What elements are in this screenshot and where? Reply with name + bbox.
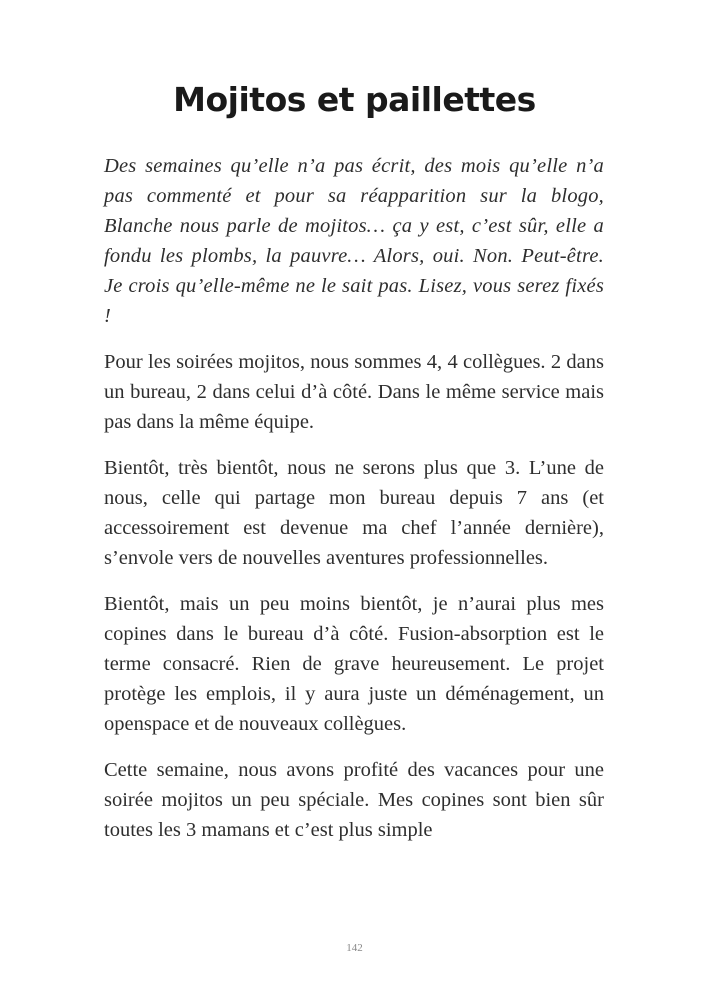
body-paragraph-3: Bientôt, mais un peu moins bientôt, je n’aurai plus mes copines dans le bureau d’à côté. Fusion-absorption est le terme consacré. Rien de grave heureusement. Le projet protège les emplois, il y aura juste un déménagement, un openspace et de nouveaux collègues. — [104, 593, 604, 735]
chapter-body — [104, 151, 604, 861]
body-paragraph-2: Bientôt, très bientôt, nous ne serons plus que 3. L’une de nous, celle qui partage mon bureau depuis 7 ans (et accessoirement est devenue ma chef l’année dernière), s’envole vers de nouvelles aventures professionnelles. — [104, 457, 604, 569]
page-number: 142 — [346, 942, 363, 954]
body-paragraph-4: Cette semaine, nous avons profité des vacances pour une soirée mojitos un peu spéciale. Mes copines sont bien sûr toutes les 3 mamans et c’est plus simple — [104, 759, 604, 841]
body-paragraph-1: Pour les soirées mojitos, nous sommes 4, 4 collègues. 2 dans un bureau, 2 dans celui d’à côté. Dans le même service mais pas dans la même équipe. — [104, 351, 604, 433]
chapter-title: Mojitos et paillettes — [173, 80, 536, 119]
intro-paragraph: Des semaines qu’elle n’a pas écrit, des mois qu’elle n’a pas commenté et pour sa réapparition sur la blogo, Blanche nous parle de mojitos… ça y est, c’est sûr, elle a fondu les plombs, la pauvre… Alors, oui. Non. Peut-être. Je crois qu’elle-même ne le sait pas. Lisez, vous serez fixés ! — [104, 155, 604, 327]
